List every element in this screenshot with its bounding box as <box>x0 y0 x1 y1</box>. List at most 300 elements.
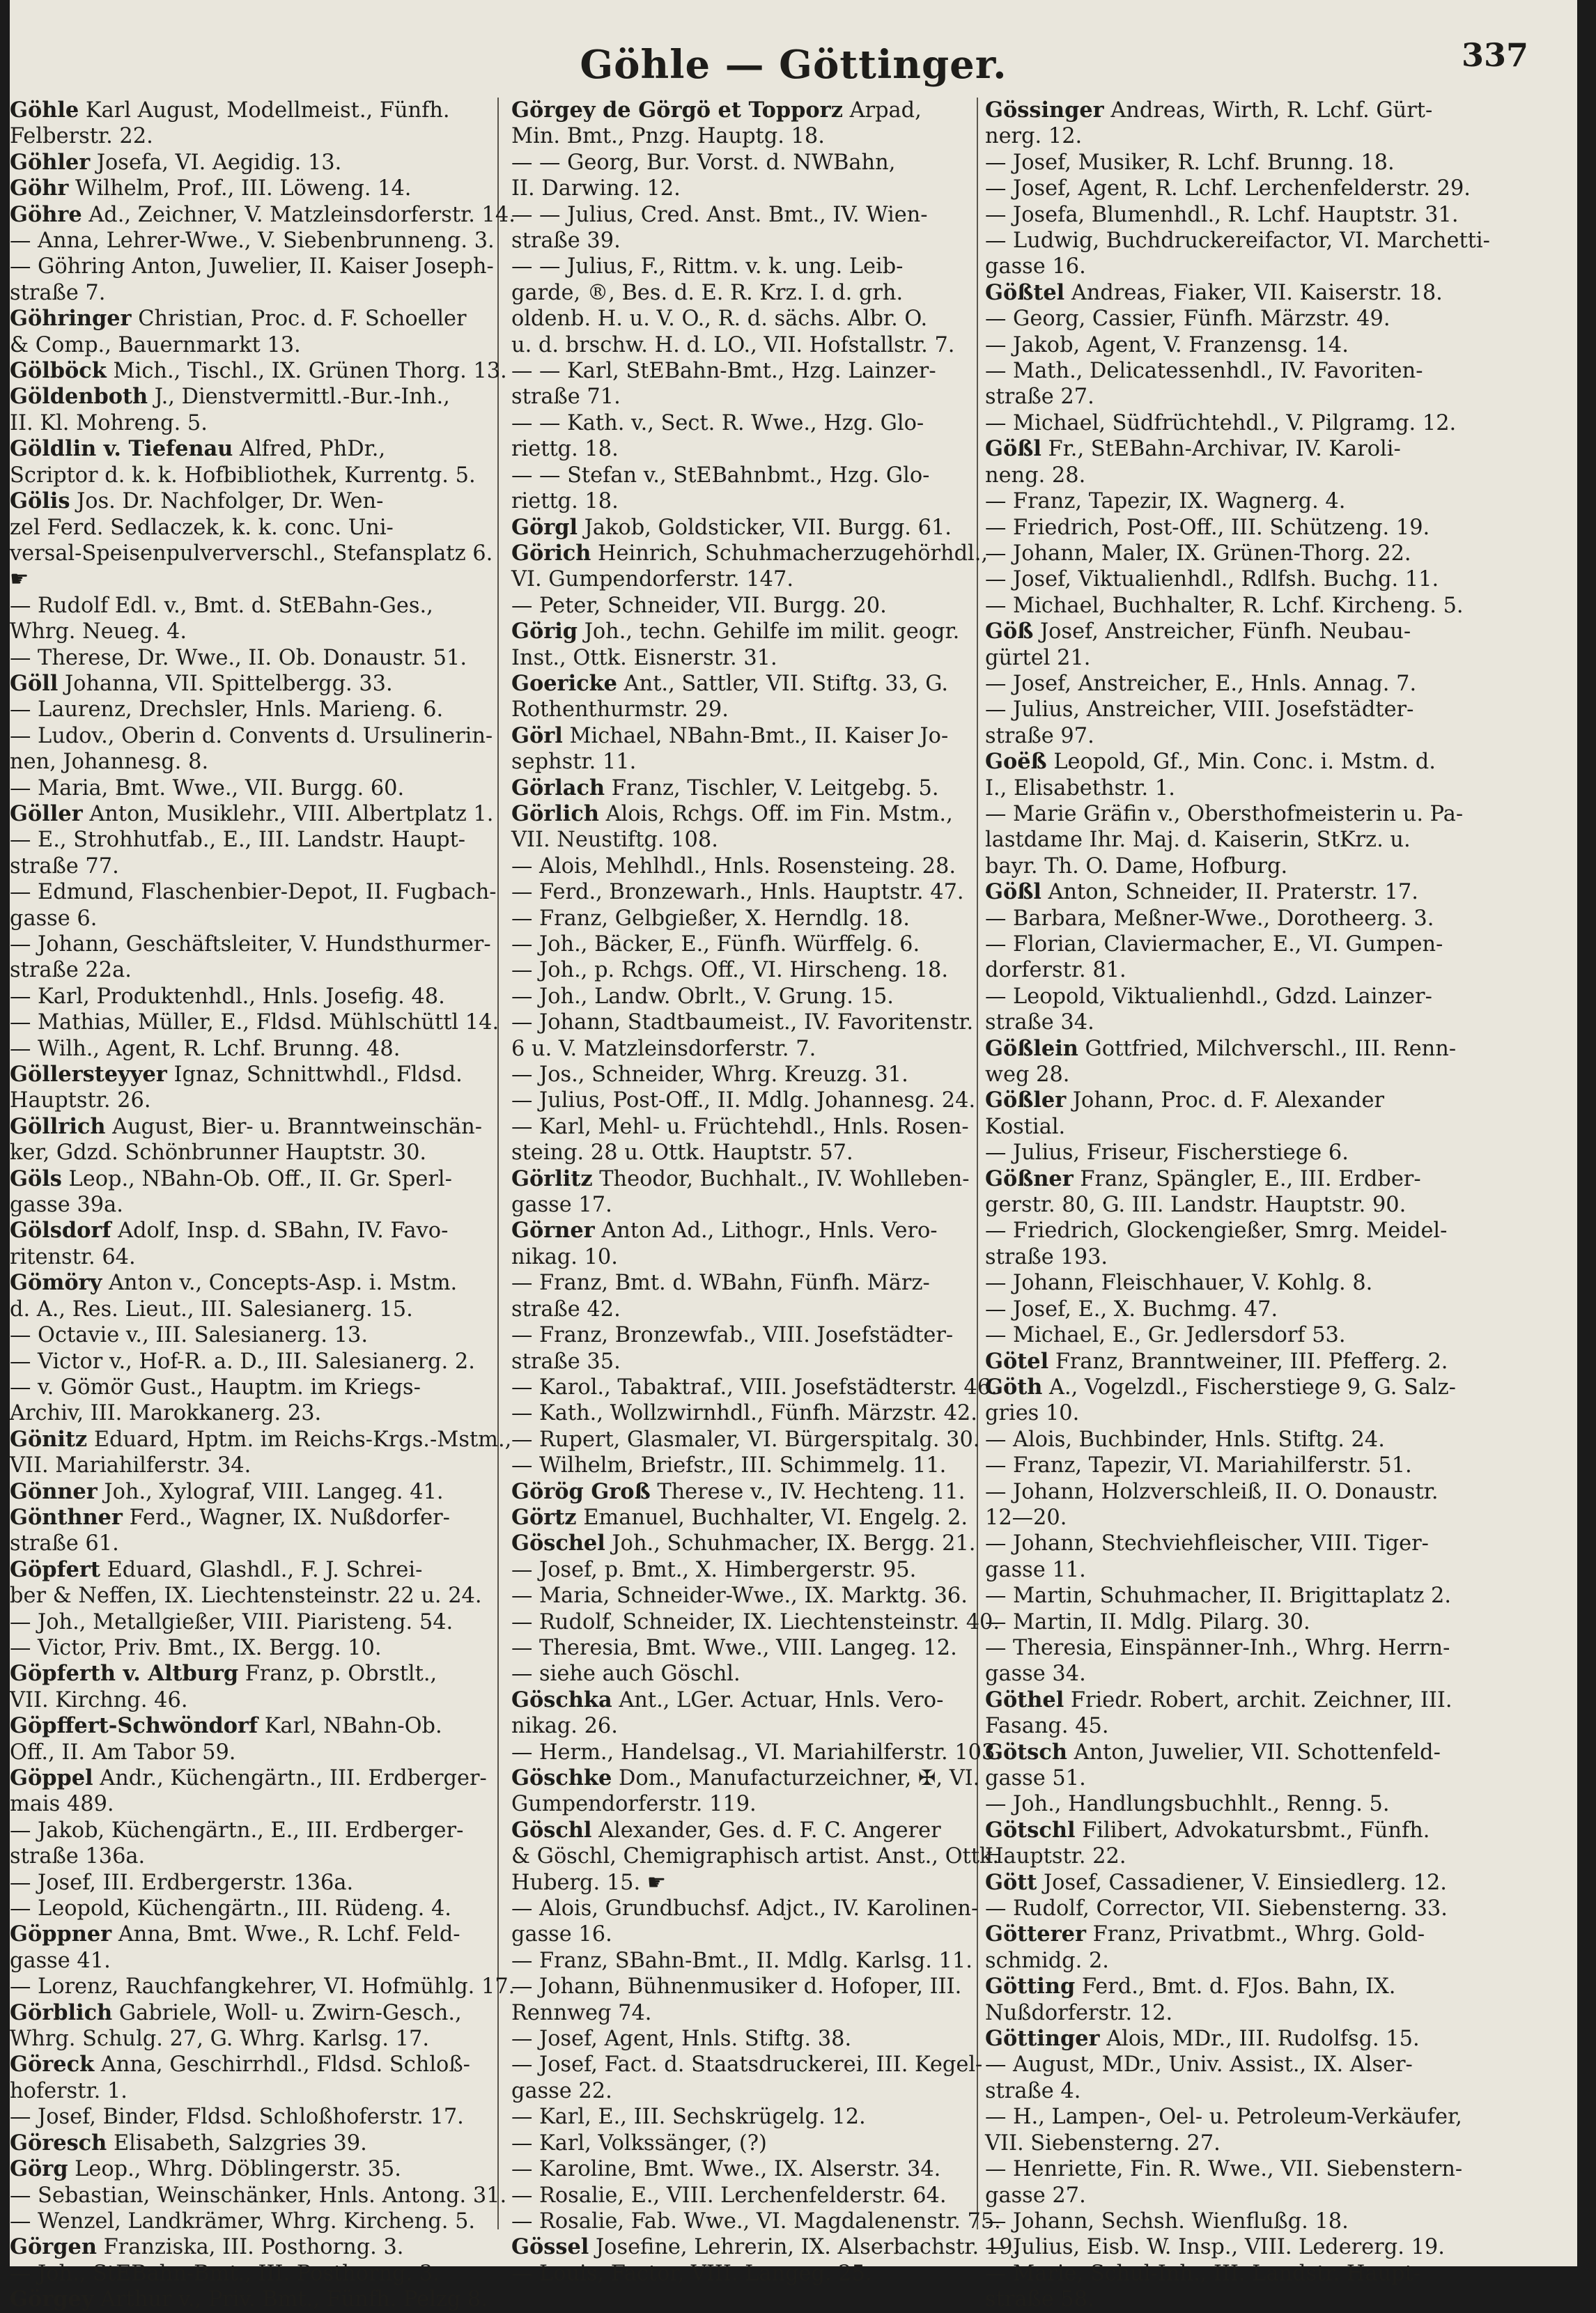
directory-entry <box>10 306 483 358</box>
directory-entry <box>10 1270 483 1375</box>
page-title: Göhle — Göttinger. <box>580 42 1007 88</box>
entry-surname: Görblich <box>10 1999 113 2025</box>
entry-line: — Peter, Schneider, VII. Burgg. 20. <box>511 593 887 618</box>
entry-line: u. d. brschw. H. d. LO., VII. Hofstallstr. 7. <box>511 332 955 357</box>
entry-line: Min. Bmt., Pnzg. Hauptg. 18. <box>511 124 825 149</box>
entry-line: — Victor, Priv. Bmt., IX. Bergg. 10. <box>10 1635 382 1660</box>
entry-surname: Gölböck <box>10 358 107 384</box>
directory-entry <box>985 1349 1549 1375</box>
entry-line: — — Julius, Cred. Anst. Bmt., IV. Wien- <box>511 202 928 227</box>
column-3 <box>985 98 1549 2312</box>
entry-line: — — Georg, Bur. Vorst. d. NWBahn, <box>511 150 896 175</box>
entry-line: — Florian, Claviermacher, E., VI. Gumpen- <box>985 932 1443 957</box>
entry-surname: Gössel <box>511 2234 589 2260</box>
entry-line: — Joh., Handlungsbuchhlt., Renng. 5. <box>985 1792 1390 1817</box>
entry-line: Kostial. <box>985 1114 1066 1139</box>
entry-surname: Göschka <box>511 1687 612 1712</box>
entry-line: Göllersteyyer Ignaz, Schnittwhdl., Fldsd. <box>10 1062 463 1088</box>
entry-surname: Göldlin v. Tiefenau <box>10 436 233 462</box>
entry-surname: Göhle <box>10 98 79 123</box>
entry-line: Gönitz Eduard, Hptm. im Reichs-Krgs.-Mstm., <box>10 1426 512 1452</box>
entry-line: Görgen Franziska, III. Posthorng. 3. <box>10 2234 404 2260</box>
entry-line: 6 u. V. Matzleinsdorferstr. 7. <box>511 1036 816 1061</box>
entry-line: Gößl Fr., StEBahn-Archivar, IV. Karoli- <box>985 436 1401 462</box>
entry-line: — Josef, Agent, R. Lchf. Lerchenfelderstr. 29. <box>985 176 1471 201</box>
directory-entry <box>511 1218 998 1478</box>
entry-line: Görög Groß Therese v., IV. Hechteng. 11. <box>511 1478 966 1504</box>
entry-line: — Karoline, Bmt. Wwe., IX. Alserstr. 34. <box>511 2157 941 2182</box>
directory-entry <box>985 1036 1549 1088</box>
directory-entry <box>10 2234 483 2287</box>
entry-surname: Gößl <box>985 879 1041 905</box>
entry-surname: Göttinger <box>985 2026 1100 2052</box>
entry-line: Nußdorferstr. 12. <box>985 2000 1173 2025</box>
directory-entry <box>511 775 985 801</box>
entry-line: — Karol., Tabaktraf., VIII. Josefstädterstr. 46. <box>511 1375 998 1400</box>
entry-line: Göppner Anna, Bmt. Wwe., R. Lchf. Feld- <box>10 1921 460 1947</box>
directory-entry <box>10 1557 483 1662</box>
entry-surname: Görtz <box>511 1504 577 1530</box>
entry-surname: Götschl <box>985 1817 1076 1843</box>
entry-line: Hauptstr. 22. <box>985 1844 1126 1869</box>
directory-columns <box>10 98 1577 2312</box>
entry-line: — Josef, p. Bmt., X. Himbergerstr. 95. <box>511 1557 917 1582</box>
entry-line: — Josefa, Blumenhdl., R. Lchf. Hauptstr. 31. <box>985 202 1459 227</box>
directory-entry <box>985 1740 1549 1818</box>
entry-line: gries 10. <box>985 1401 1080 1426</box>
entry-line: straße 22a. <box>10 958 132 983</box>
directory-entry <box>10 800 499 1062</box>
entry-line: — Franz, Tapezir, VI. Mariahilferstr. 51. <box>985 1453 1412 1478</box>
directory-entry <box>10 1505 483 1557</box>
entry-line: — Alois, Mehlhdl., Hnls. Rosensteing. 28. <box>511 853 956 879</box>
directory-entry <box>10 1218 483 1270</box>
entry-line: Gößler Johann, Proc. d. F. Alexander <box>985 1088 1385 1113</box>
entry-line: — Rudolf, Schneider, IX. Liechtensteinstr. 40. <box>511 1609 1000 1634</box>
entry-line: — Michael, Buchhalter, R. Lchf. Kircheng. 5. <box>985 593 1464 618</box>
entry-line: — Johann, Geschäftsleiter, V. Hundsthurmer- <box>10 932 491 957</box>
directory-entry <box>10 358 507 384</box>
entry-line: — Ludov., Oberin d. Convents d. Ursulinerin- <box>10 723 493 748</box>
entry-line: Inst., Ottk. Eisnerstr. 31. <box>511 645 777 670</box>
entry-surname: Göls <box>10 1166 62 1191</box>
entry-surname: Göß <box>985 619 1034 644</box>
entry-line: Göhre Ad., Zeichner, V. Matzleinsdorferstr. 14. <box>10 201 516 227</box>
entry-surname: Göschke <box>511 1765 612 1790</box>
entry-line: Gößner Franz, Spängler, E., III. Erdber- <box>985 1166 1421 1191</box>
entry-line: II. Darwing. 12. <box>511 176 681 201</box>
entry-line: Görner Anton Ad., Lithogr., Hnls. Vero- <box>511 1218 938 1244</box>
entry-line: — Johann, Fleischhauer, V. Kohlg. 8. <box>985 1271 1373 1296</box>
entry-line: gasse 16. <box>511 1922 612 1947</box>
entry-surname: Görlach <box>511 775 605 800</box>
entry-line: Rothenthurmstr. 29. <box>511 697 729 722</box>
entry-line: — Josef, Musiker, R. Lchf. Brunng. 18. <box>985 150 1395 175</box>
entry-line: — Karl, E., III. Sechskrügelg. 12. <box>511 2105 866 2130</box>
entry-line: — Octavie v., III. Salesianerg. 13. <box>10 1323 368 1348</box>
entry-line: gasse 6. <box>10 906 98 931</box>
directory-entry <box>10 2130 483 2156</box>
entry-line: — Theresia, Einspänner-Inh., Whrg. Herrn- <box>985 1635 1450 1660</box>
entry-line: — Louis, Factor, VIII. Langeg. 25. <box>511 2261 872 2286</box>
entry-line: Rennweg 74. <box>511 2000 652 2025</box>
entry-line: Göhr Wilhelm, Prof., III. Löweng. 14. <box>10 176 412 201</box>
entry-surname: Götting <box>985 1974 1076 1999</box>
page-header <box>10 36 1577 99</box>
entry-surname: Görg <box>10 2156 68 2182</box>
entry-line: — Friedrich, Glockengießer, Smrg. Meidel- <box>985 1219 1448 1244</box>
directory-page <box>10 0 1577 2312</box>
entry-surname: Gönner <box>10 1478 98 1504</box>
entry-line: straße 193. <box>985 1244 1108 1269</box>
entry-line: — Jakob, Agent, V. Franzensg. 14. <box>985 332 1349 357</box>
entry-line: straße 61. <box>10 1531 119 1556</box>
entry-surname: Görlitz <box>511 1166 593 1191</box>
directory-entry <box>10 1426 512 1479</box>
directory-entry <box>985 1687 1549 1740</box>
entry-surname: Göthel <box>985 1687 1064 1712</box>
directory-entry <box>10 1166 483 1219</box>
entry-line: — Rudolf Edl. v., Bmt. d. StEBahn-Ges., <box>10 593 433 618</box>
entry-surname: Göpferth v. Altburg <box>10 1661 239 1687</box>
entry-surname: Gönthner <box>10 1504 123 1530</box>
entry-line: straße 39. <box>511 229 621 254</box>
entry-line: straße 42. <box>511 1297 621 1322</box>
entry-line: Gössinger Andreas, Wirth, R. Lchf. Gürt- <box>985 98 1433 123</box>
directory-entry <box>10 1765 487 1921</box>
entry-line: — Kath., Wollzwirnhdl., Fünfh. Märzstr. 42. <box>511 1401 977 1426</box>
entry-line: straße 136a. <box>10 1844 146 1869</box>
entry-line: — Wilhelm, Briefstr., III. Schimmelg. 11. <box>511 1453 947 1478</box>
entry-line: Göldenboth J., Dienstvermittl.-Bur.-Inh., <box>10 384 450 410</box>
directory-entry <box>511 723 985 775</box>
directory-entry <box>10 384 483 436</box>
directory-entry <box>985 1375 1549 1687</box>
entry-line: Göhle Karl August, Modellmeist., Fünfh. <box>10 98 450 123</box>
entry-line: Hauptstr. 26. <box>10 1088 151 1113</box>
entry-line: dorferstr. 81. <box>985 958 1126 983</box>
entry-line: — siehe auch Göschl. <box>511 1662 741 1687</box>
entry-line: Felberstr. 22. <box>10 124 153 149</box>
entry-line: Gömöry Anton v., Concepts-Asp. i. Mstm. <box>10 1270 458 1296</box>
entry-line: — Josef, E., X. Buchmg. 47. <box>985 1297 1278 1322</box>
entry-line: riettg. 18. <box>511 489 619 514</box>
entry-surname: Göreck <box>10 2052 95 2078</box>
entry-line: VII. Neustiftg. 108. <box>511 828 718 853</box>
entry-line: weg 28. <box>985 1062 1070 1088</box>
entry-line: Götsch Anton, Juwelier, VII. Schottenfeld- <box>985 1739 1441 1765</box>
entry-surname: Görgey de Görgö et Topporz <box>511 98 843 123</box>
entry-line: straße 35. <box>511 1349 621 1374</box>
entry-surname: Götterer <box>985 1921 1086 1947</box>
entry-line: steing. 28 u. Ottk. Hauptstr. 57. <box>511 1140 853 1166</box>
entry-line: — Franz, SBahn-Bmt., II. Mdlg. Karlsg. 11. <box>511 1948 973 1973</box>
entry-line: — Johann, Stadtbaumeist., IV. Favoritenstr. <box>511 1010 974 1035</box>
entry-surname: Gött <box>985 1869 1037 1895</box>
entry-line: — Karl, Produktenhdl., Hnls. Josefig. 48. <box>10 984 445 1009</box>
entry-line: Göschl Alexander, Ges. d. F. C. Angerer <box>511 1817 941 1843</box>
entry-line: — Joh., Landw. Obrlt., V. Grung. 15. <box>511 984 894 1009</box>
entry-line: Götterer Franz, Privatbmt., Whrg. Gold- <box>985 1921 1425 1947</box>
entry-line: Archiv, III. Marokkanerg. 23. <box>10 1401 322 1426</box>
entry-line: — Joh., Metallgießer, VIII. Piaristeng. 54. <box>10 1609 454 1634</box>
entry-line: Göschka Ant., LGer. Actuar, Hnls. Vero- <box>511 1687 944 1712</box>
entry-line: Götting Ferd., Bmt. d. FJos. Bahn, IX. <box>985 1974 1396 1999</box>
entry-surname: Gößner <box>985 1166 1074 1191</box>
entry-surname: Göller <box>10 800 83 826</box>
entry-line: Gönner Joh., Xylograf, VIII. Langeg. 41. <box>10 1478 444 1504</box>
entry-line: VII. Siebensterng. 27. <box>985 2130 1221 2156</box>
entry-line: Görg Leop., Whrg. Döblingerstr. 35. <box>10 2156 401 2182</box>
entry-surname: Görich <box>511 540 591 566</box>
entry-line: — Michael, E., Gr. Jedlersdorf 53. <box>985 1323 1346 1348</box>
entry-line: nerg. 12. <box>985 124 1083 149</box>
entry-line: — Henriette, Fin. R. Wwe., VII. Siebenstern- <box>985 2157 1463 2182</box>
entry-line: sephstr. 11. <box>511 750 637 775</box>
directory-entry <box>511 1817 1001 2235</box>
entry-line: — Wenzel, Landkrämer, Whrg. Kircheng. 5. <box>10 2208 476 2234</box>
directory-entry <box>10 1661 483 1713</box>
entry-line: Gumpendorferstr. 119. <box>511 1792 757 1817</box>
entry-surname: Görner <box>511 1218 595 1244</box>
entry-line: Göllrich August, Bier- u. Branntweinschän- <box>10 1113 482 1139</box>
entry-line: — Johann, Stechviehfleischer, VIII. Tiger- <box>985 1531 1429 1556</box>
entry-line: oldenb. H. u. V. O., R. d. sächs. Albr. O. <box>511 307 928 332</box>
entry-line: neng. 28. <box>985 463 1086 488</box>
entry-line: Gößl Anton, Schneider, II. Praterstr. 17. <box>985 879 1418 905</box>
directory-entry <box>10 201 516 254</box>
entry-surname: Goericke <box>511 670 618 696</box>
entry-surname: Göhringer <box>10 306 132 332</box>
entry-line: — Josef, III. Erdbergerstr. 136a. <box>10 1870 354 1895</box>
entry-line: nikag. 10. <box>511 1244 618 1269</box>
entry-surname: Gössinger <box>985 98 1104 123</box>
entry-line: gasse 11. <box>985 1557 1086 1582</box>
entry-line: & Comp., Bauernmarkt 13. <box>10 332 301 357</box>
entry-line: — Wilh., Agent, R. Lchf. Brunng. 48. <box>10 1036 401 1061</box>
entry-line: — Ferd., Bronzewarh., Hnls. Hauptstr. 47. <box>511 880 964 905</box>
entry-line: — Jos., Schneider, Whrg. Kreuzg. 31. <box>511 1062 908 1088</box>
entry-line: Göhringer Christian, Proc. d. F. Schoeller <box>10 306 467 332</box>
entry-surname: Gößlein <box>985 1035 1078 1061</box>
entry-line: — — Karl, StEBahn-Bmt., Hzg. Lainzer- <box>511 359 936 384</box>
directory-entry <box>511 540 989 619</box>
entry-line: — Alois, Buchbinder, Hnls. Stiftg. 24. <box>985 1427 1385 1452</box>
entry-line: mais 489. <box>10 1792 114 1817</box>
entry-line: — — Kath. v., Sect. R. Wwe., Hzg. Glo- <box>511 410 924 435</box>
entry-surname: Gößl <box>985 436 1041 462</box>
entry-surname: Göldenboth <box>10 384 148 410</box>
directory-entry <box>10 2000 483 2052</box>
entry-line: — Leopold, Küchengärtn., III. Rüdeng. 4. <box>10 1896 451 1921</box>
entry-line: Göth A., Vogelzdl., Fischerstiege 9, G. Salz- <box>985 1374 1456 1400</box>
entry-line: — Edmund, Flaschenbier-Depot, II. Fugbach- <box>10 880 497 905</box>
entry-line: Göls Leop., NBahn-Ob. Off., II. Gr. Sperl- <box>10 1166 452 1191</box>
directory-entry <box>10 436 483 488</box>
entry-line: Göttinger Alois, MDr., III. Rudolfsg. 15. <box>985 2026 1420 2052</box>
entry-line: — Therese, Dr. Wwe., II. Ob. Donaustr. 51. <box>10 645 467 670</box>
column-1 <box>10 98 516 2312</box>
directory-entry <box>511 1479 985 1505</box>
directory-entry <box>985 1870 1549 1922</box>
entry-line: — Victor v., Hof-R. a. D., III. Salesianerg. 2. <box>10 1349 475 1374</box>
directory-entry <box>511 1505 985 1531</box>
entry-line: gasse 34. <box>985 1662 1086 1687</box>
entry-line: bayr. Th. O. Dame, Hofburg. <box>985 853 1288 879</box>
entry-line: — Lorenz, Rauchfangkehrer, VI. Hofmühlg. 17. <box>10 1974 516 1999</box>
entry-line: straße 7. <box>10 280 106 305</box>
entry-line: — Franz, Bmt. d. WBahn, Fünfh. März- <box>511 1271 930 1296</box>
entry-line: Goëß Leopold, Gf., Min. Conc. i. Mstm. d. <box>985 749 1436 775</box>
directory-entry <box>511 1765 985 1818</box>
entry-line: — Josef, Fact. d. Staatsdruckerei, III. Kegel- <box>511 2052 983 2078</box>
entry-line: Whrg. Schulg. 27, G. Whrg. Karlsg. 17. <box>10 2027 429 2052</box>
directory-entry <box>985 879 1549 1035</box>
entry-line: Göß Josef, Anstreicher, Fünfh. Neubau- <box>985 619 1411 644</box>
entry-line: — Laurenz, Drechsler, Hnls. Marieng. 6. <box>10 697 444 722</box>
entry-surname: Götsch <box>985 1739 1067 1765</box>
directory-entry <box>985 1088 1549 1166</box>
entry-surname: Görgen <box>10 2234 97 2260</box>
entry-line: Göresch Elisabeth, Salzgries 39. <box>10 2130 367 2156</box>
entry-line: Göppel Andr., Küchengärtn., III. Erdberger- <box>10 1765 487 1790</box>
entry-line: VII. Mariahilferstr. 34. <box>10 1453 251 1478</box>
directory-entry <box>10 566 483 671</box>
entry-line: Göpffert-Schwöndorf Karl, NBahn-Ob. <box>10 1713 442 1739</box>
entry-line: garde, ®, Bes. d. E. R. Krz. I. d. grh. <box>511 280 904 305</box>
entry-line: Göpferth v. Altburg Franz, p. Obrstlt., <box>10 1661 437 1687</box>
entry-line: — H., Lampen-, Oel- u. Petroleum-Verkäufer, <box>985 2105 1462 2130</box>
entry-line: — Leopold, Viktualienhdl., Gdzd. Lainzer- <box>985 984 1432 1009</box>
entry-surname: Göppner <box>10 1921 112 1947</box>
entry-surname: Göhr <box>10 176 69 201</box>
entry-line: ker, Gdzd. Schönbrunner Hauptstr. 30. <box>10 1140 427 1166</box>
entry-line: Gößtel Andreas, Fiaker, VII. Kaiserstr. 18. <box>985 279 1443 305</box>
directory-entry <box>10 1479 483 1505</box>
entry-line: — Marie Gräfin v., Oberstho‌fmeisterin u. Pa- <box>985 801 1464 826</box>
entry-line: Fasang. 45. <box>985 1714 1109 1739</box>
entry-line: schmidg. 2. <box>985 1948 1109 1973</box>
entry-line: ☛ <box>10 567 29 592</box>
entry-line: — Anna, Lehrer-Wwe., V. Siebenbrunneng. 3. <box>10 229 495 254</box>
entry-line: — Marie, Schul-Inh., III. Landstr. Haupt- <box>985 2261 1421 2286</box>
entry-line: Göschel Joh., Schuhmacher, IX. Bergg. 21. <box>511 1531 976 1556</box>
entry-line: — Johann, Holzverschleiß, II. O. Donaustr. <box>985 1479 1439 1504</box>
entry-line: Görl Michael, NBahn-Bmt., II. Kaiser Jo- <box>511 722 949 748</box>
entry-line: — Karl, Volkssänger, (?) <box>511 2130 767 2156</box>
entry-surname: Göth <box>985 1374 1043 1400</box>
entry-line: Gölböck Mich., Tischl., IX. Grünen Thorg. 13. <box>10 358 507 384</box>
entry-surname: Gößler <box>985 1088 1067 1113</box>
directory-entry <box>985 1974 1549 2026</box>
entry-line: Göll Johanna, VII. Spittelbergg. 33. <box>10 670 393 696</box>
entry-surname: Göschl <box>511 1817 592 1843</box>
entry-line: — August, MDr., Univ. Assist., IX. Alser- <box>985 2052 1413 2078</box>
entry-line: Görlich Alois, Rchgs. Off. im Fin. Mstm., <box>511 800 953 826</box>
entry-line: Görlitz Theodor, Buchhalt., IV. Wohlleben- <box>511 1166 970 1191</box>
directory-entry <box>10 176 483 201</box>
entry-line: Gölis Jos. Dr. Nachfolger, Dr. Wen- <box>10 488 384 514</box>
entry-line: — Franz, Gelbgießer, X. Herndlg. 18. <box>511 906 910 931</box>
directory-entry <box>10 1062 483 1114</box>
directory-entry <box>10 98 483 150</box>
entry-surname: Gölis <box>10 488 70 514</box>
entry-line: straße 71. <box>511 385 621 410</box>
entry-line: I., Elisabethstr. 1. <box>985 775 1175 800</box>
entry-line: nikag. 26. <box>511 1714 618 1739</box>
entry-line: — Josef, Anstreicher, E., Hnls. Annag. 7. <box>985 671 1417 696</box>
directory-entry <box>511 801 985 1166</box>
entry-line: gasse 16. <box>985 254 1086 279</box>
entry-line: Görgey de Görgö et Topporz Arpad, <box>511 98 922 123</box>
entry-line: gasse 17. <box>511 1193 612 1218</box>
entry-surname: Görl <box>511 722 563 748</box>
entry-line: — Friedrich, Post-Off., III. Schützeng. 19. <box>985 515 1430 540</box>
entry-line: Goericke Ant., Sattler, VII. Stiftg. 33, G. <box>511 670 949 696</box>
directory-entry <box>511 1687 1002 1765</box>
entry-line: gürtel 21. <box>985 645 1091 670</box>
entry-line: Göhler Josefa, VI. Aegidig. 13. <box>10 149 342 175</box>
entry-line: VII. Kirchng. 46. <box>10 1687 188 1712</box>
entry-line: — Josef, Viktualienhdl., Rdlfsh. Buchg. 11. <box>985 567 1439 592</box>
entry-line: Whrg. Neueg. 4. <box>10 619 187 644</box>
directory-entry <box>511 1166 985 1219</box>
entry-line: — Rosalie, E., VIII. Lerchenfelderstr. 64. <box>511 2183 947 2208</box>
directory-entry <box>10 1713 483 1765</box>
entry-line: — Franz, Bronzewfab., VIII. Josefstädter- <box>511 1323 954 1348</box>
entry-line: 12—20. <box>985 1505 1067 1530</box>
entry-line: — Johann, Bühnenmusiker d. Hofoper, III. <box>511 1974 962 1999</box>
entry-line: Götel Franz, Branntweiner, III. Pfefferg. 2. <box>985 1348 1448 1374</box>
entry-line: — Herm., Handelsag., VI. Mariahilferstr. 103. <box>511 1740 1002 1765</box>
entry-line: II. Kl. Mohreng. 5. <box>10 410 208 435</box>
entry-line: — Martin, II. Mdlg. Pilarg. 30. <box>985 1609 1310 1634</box>
directory-entry <box>10 2156 507 2234</box>
entry-line: — Math., Delicatessenhdl., IV. Favoriten- <box>985 359 1423 384</box>
entry-line: Götschl Filibert, Advokatursbmt., Fünfh. <box>985 1817 1430 1843</box>
entry-line: VI. Gumpendorferstr. 147. <box>511 567 793 592</box>
directory-entry <box>985 1921 1549 1974</box>
entry-line: Görig Joh., techn. Gehilfe im milit. geogr. <box>511 619 960 644</box>
entry-line: — Julius, Friseur, Fischerstiege 6. <box>985 1140 1349 1166</box>
entry-surname: Göhre <box>10 201 82 227</box>
directory-entry <box>10 670 493 801</box>
entry-line: Görlach Franz, Tischler, V. Leitgebg. 5. <box>511 775 939 800</box>
entry-line: — Maria, Bmt. Wwe., VII. Burgg. 60. <box>10 775 405 800</box>
entry-line: — Julius, Anstreicher, VIII. Josefstädter- <box>985 697 1414 722</box>
entry-surname: Görgl <box>511 514 578 540</box>
entry-line: Scriptor d. k. k. Hofbibliothek, Kurrentg. 5. <box>10 463 476 488</box>
directory-entry <box>511 619 985 671</box>
entry-line: — Ludwig, Buchdruckereifactor, VI. Marchetti- <box>985 229 1490 254</box>
entry-line: straße 58. <box>985 2287 1094 2312</box>
entry-line: — Sebastian, Weinschänker, Hnls. Antong. 31. <box>10 2183 507 2208</box>
entry-line: gasse 22. <box>511 2078 612 2103</box>
directory-entry <box>985 2026 1549 2312</box>
entry-line: Gölsdorf Adolf, Insp. d. SBahn, IV. Favo- <box>10 1218 449 1244</box>
entry-surname: Götel <box>985 1348 1049 1374</box>
entry-line: riettg. 18. <box>511 437 619 462</box>
directory-entry <box>511 1531 1000 1687</box>
entry-line: straße 34. <box>985 1010 1094 1035</box>
entry-line: Gössel Josefine, Lehrerin, IX. Alserbachstr. 19. <box>511 2234 1020 2260</box>
entry-line: — Georg, Cassier, Fünfh. Märzstr. 49. <box>985 307 1390 332</box>
entry-line: — Michael, Südfrüchtehdl., V. Pilgramg. 12. <box>985 410 1457 435</box>
entry-surname: Gößtel <box>985 279 1065 305</box>
entry-surname: Göresch <box>10 2130 107 2156</box>
entry-line: — Rosalie, Fab. Wwe., VI. Magdalenenstr. 75. <box>511 2208 1001 2234</box>
directory-entry <box>985 98 1549 280</box>
